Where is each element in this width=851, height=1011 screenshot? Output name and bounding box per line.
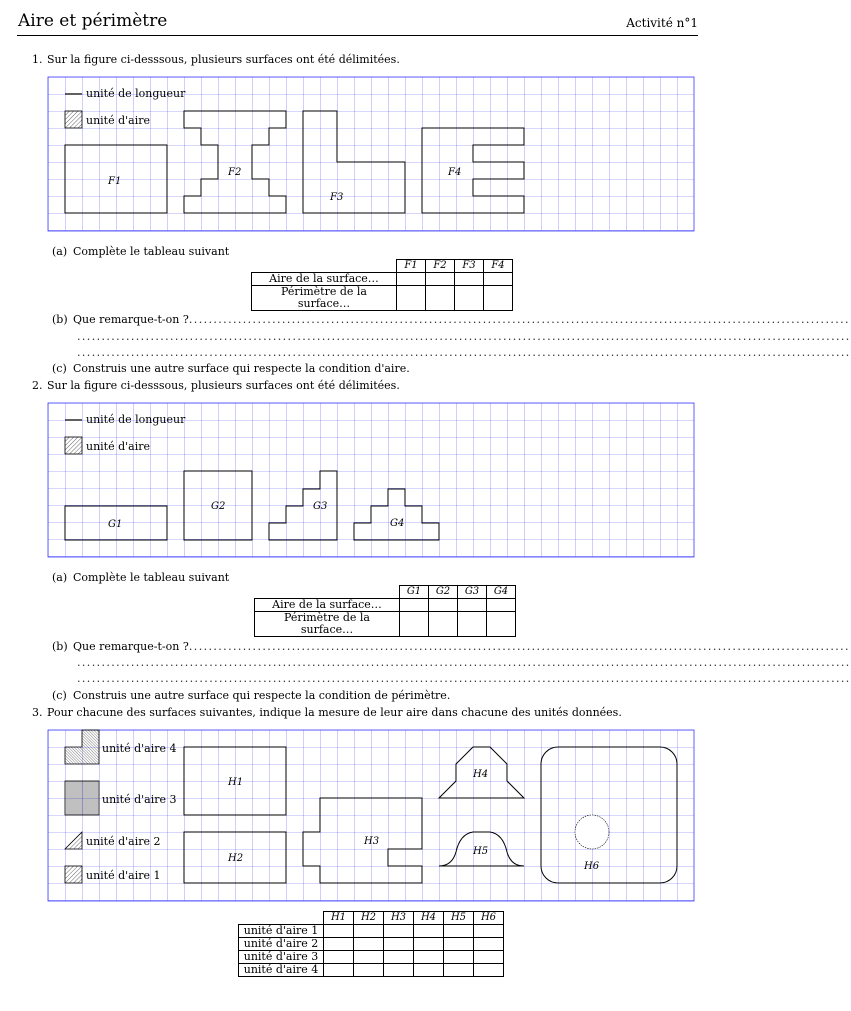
title-rule [17,35,698,36]
q3-cell[interactable] [444,925,474,938]
q3-cell[interactable] [414,938,444,951]
q3-cell[interactable] [474,925,504,938]
shape-h6-hole [575,815,609,849]
area-unit-1-shape [65,866,82,883]
q3-number: 3. [32,706,43,719]
shape-label-g4: G4 [390,518,405,529]
q2-row-area: Aire de la surface… [255,599,400,612]
q3-unit-4-label: unité d'aire 4 [102,742,177,755]
q3-unit-2-label: unité d'aire 2 [86,835,161,848]
q3-cell[interactable] [354,938,384,951]
q2-statement: Sur la figure ci-desssous, plusieurs surfaces ont été délimitées. [47,379,400,392]
q3-col-h1: H1 [324,912,354,925]
answer-line[interactable]: .............................................................................................................................................................. [77,330,851,343]
q2-legend-area: unité d'aire [86,440,151,453]
q1-row-area: Aire de la surface… [252,273,397,286]
q1a-label: (a) [52,245,68,258]
q3-cell[interactable] [474,938,504,951]
answer-line[interactable]: ........................................................................................................................................ [184,313,850,326]
q2c-text: Construis une autre surface qui respecte la condition de périmètre. [73,689,451,702]
q3-col-h6: H6 [474,912,504,925]
q1-grid-figure [48,77,694,231]
q1-col-f2: F2 [426,260,455,273]
q2-cell[interactable] [458,612,487,637]
q1-cell[interactable] [455,286,484,311]
q2-cell[interactable] [458,599,487,612]
q3-cell[interactable] [384,938,414,951]
q3-cell[interactable] [384,951,414,964]
answer-line[interactable]: .............................................................................................................................................................. [77,346,851,359]
q3-cell[interactable] [324,951,354,964]
q3-cell[interactable] [414,964,444,977]
shape-label-h3: H3 [364,836,380,847]
q3-cell[interactable] [324,964,354,977]
q3-col-h5: H5 [444,912,474,925]
q2-cell[interactable] [487,599,516,612]
q1-col-f3: F3 [455,260,484,273]
shape-label-h6: H6 [584,861,600,872]
q3-col-h3: H3 [384,912,414,925]
q1b-label: (b) [52,313,68,326]
q1-legend-length: unité de longueur [86,87,186,100]
activity-number: Activité n°1 [626,16,698,30]
q3-statement: Pour chacune des surfaces suivantes, indique la mesure de leur aire dans chacune des unités données. [47,706,622,719]
area-unit-square [65,437,82,454]
q2b-label: (b) [52,640,68,653]
q1-col-f1: F1 [397,260,426,273]
q2-cell[interactable] [400,599,429,612]
shape-label-h5: H5 [473,846,489,857]
q3-cell[interactable] [444,964,474,977]
q2-cell[interactable] [429,612,458,637]
shape-label-g1: G1 [108,519,123,530]
q1-cell[interactable] [484,286,513,311]
q1-cell[interactable] [397,273,426,286]
q3-cell[interactable] [384,964,414,977]
q2-col-g2: G2 [429,586,458,599]
q1-col-f4: F4 [484,260,513,273]
answer-line[interactable]: .............................................................................................................................................................. [77,672,851,685]
q2-col-g4: G4 [487,586,516,599]
q3-row-unit-4: unité d'aire 4 [239,964,324,977]
q2c-label: (c) [52,689,67,702]
q3-table [238,911,504,977]
q1c-text: Construis une autre surface qui respecte la condition d'aire. [73,362,410,375]
q1-table [251,259,513,311]
q2-cell[interactable] [487,612,516,637]
q3-cell[interactable] [474,951,504,964]
answer-line[interactable]: ........................................................................................................................................ [184,640,850,653]
q2-cell[interactable] [429,599,458,612]
shape-label-h4: H4 [473,769,489,780]
q3-row-unit-3: unité d'aire 3 [239,951,324,964]
area-unit-3-shape [65,781,99,815]
q3-cell[interactable] [354,964,384,977]
q1-cell[interactable] [426,286,455,311]
page-title: Aire et périmètre [18,11,168,31]
area-unit-square [65,111,82,128]
answer-line[interactable]: .............................................................................................................................................................. [77,656,851,669]
q2b-text: Que remarque-t-on ? [73,640,189,653]
q3-col-h4: H4 [414,912,444,925]
q3-row-unit-2: unité d'aire 2 [239,938,324,951]
q3-cell[interactable] [354,951,384,964]
q1c-label: (c) [52,362,67,375]
q1-row-perimeter: Périmètre de la surface… [252,286,397,311]
q3-unit-1-label: unité d'aire 1 [86,869,161,882]
q3-cell[interactable] [384,925,414,938]
shape-label-h1: H1 [228,777,244,788]
q1-cell[interactable] [426,273,455,286]
q2a-text: Complète le tableau suivant [73,571,230,584]
q1-cell[interactable] [397,286,426,311]
q2-col-g1: G1 [400,586,429,599]
q1-statement: Sur la figure ci-desssous, plusieurs surfaces ont été délimitées. [47,53,400,66]
q2a-label: (a) [52,571,68,584]
q3-cell[interactable] [324,925,354,938]
q1b-text: Que remarque-t-on ? [73,313,189,326]
q3-cell[interactable] [444,951,474,964]
shape-label-h2: H2 [228,853,244,864]
q3-unit-3-label: unité d'aire 3 [102,793,177,806]
q3-cell[interactable] [414,925,444,938]
q1-legend-area: unité d'aire [86,114,151,127]
q2-cell[interactable] [400,612,429,637]
q1-cell[interactable] [484,273,513,286]
q2-legend-length: unité de longueur [86,413,186,426]
shape-label-f4: F4 [448,167,462,178]
q3-col-h2: H2 [354,912,384,925]
q1-number: 1. [32,53,43,66]
q3-cell[interactable] [444,938,474,951]
q1-cell[interactable] [455,273,484,286]
q2-table [254,585,516,637]
q3-cell[interactable] [354,925,384,938]
q1a-text: Complète le tableau suivant [73,245,230,258]
shape-label-f1: F1 [108,176,122,187]
q3-cell[interactable] [474,964,504,977]
shape-label-g2: G2 [211,501,226,512]
shape-label-f2: F2 [228,167,242,178]
q2-grid-figure [48,403,694,557]
shape-label-f3: F3 [330,192,344,203]
q2-col-g3: G3 [458,586,487,599]
q3-cell[interactable] [324,938,354,951]
q2-row-perimeter: Périmètre de la surface… [255,612,400,637]
q2-number: 2. [32,379,43,392]
q3-row-unit-1: unité d'aire 1 [239,925,324,938]
shape-label-g3: G3 [313,501,328,512]
q3-cell[interactable] [414,951,444,964]
